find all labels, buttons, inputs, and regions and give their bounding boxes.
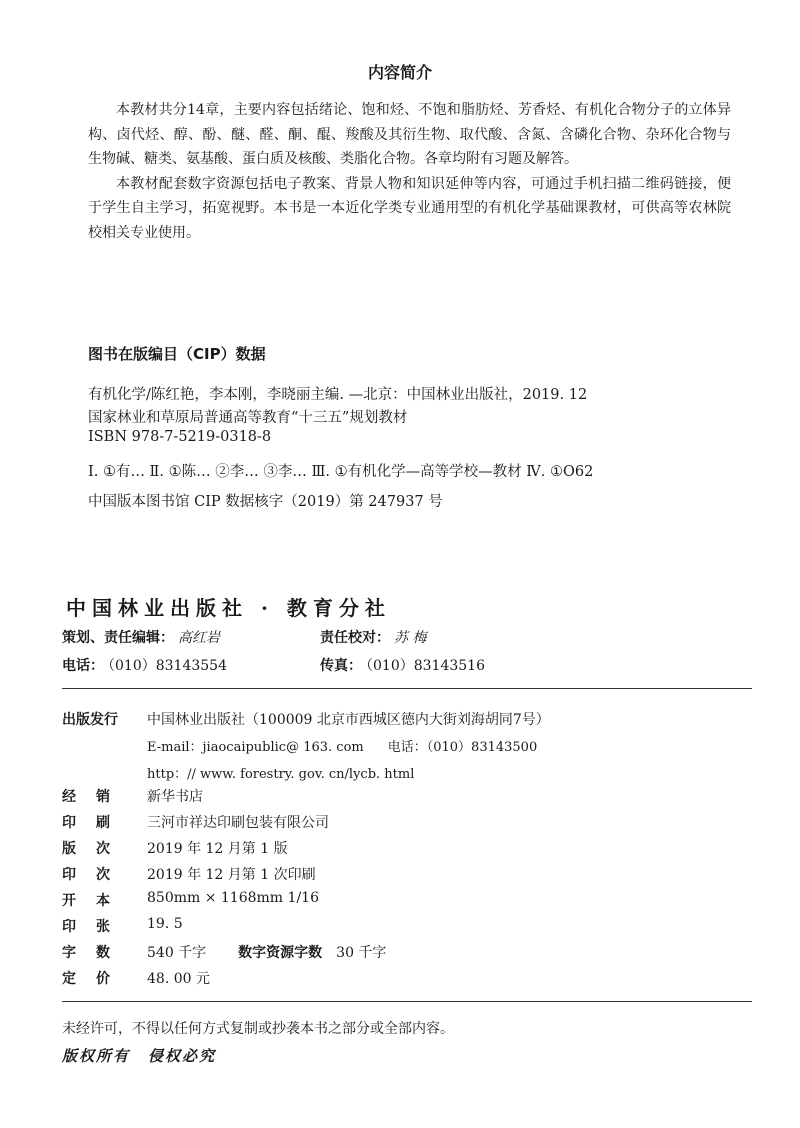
row-value-price: 48. 00 元 [147, 971, 210, 987]
proof-name: 苏 梅 [394, 630, 427, 646]
row-value-sheets: 19. 5 [147, 916, 183, 932]
divider-bottom [62, 1001, 752, 1002]
fax-number: （010）83143516 [366, 658, 485, 674]
row-label-format: 开本 [62, 893, 130, 909]
distribution-label: 出版发行 [62, 712, 118, 728]
rights-reserved [62, 1045, 216, 1066]
publisher-name: 中国林业出版社 · 教育分社 [66, 596, 391, 620]
cip-line-3: ISBN 978-7-5219-0318-8 [88, 429, 272, 445]
row-label-words: 字数 [62, 945, 130, 961]
row-value-printer: 三河市祥达印刷包装有限公司 [147, 815, 329, 831]
intro-paragraph-2: 本教材配套数字资源包括电子教案、背景人物和知识延伸等内容，可通过手机扫描二维码链接，便于学生自主学习，拓宽视野。本书是一本近化学类专业通用型的有机化学基础课教材，可供高等农林院校相关专业使用。 [88, 175, 731, 241]
cip-heading: 图书在版编目（CIP）数据 [88, 345, 266, 363]
row-value-impression: 2019 年 12 月第 1 次印刷 [147, 867, 316, 883]
publisher-phone [62, 655, 227, 675]
fax-label: 传真： [320, 658, 362, 674]
row-value-edition: 2019 年 12 月第 1 版 [147, 841, 288, 857]
rights-text-2: 侵权必究 [148, 1047, 217, 1065]
planner-editor [62, 627, 220, 647]
email-line [147, 736, 537, 755]
copyright-notice: 未经许可，不得以任何方式复制或抄袭本书之部分或全部内容。 [62, 1021, 454, 1037]
row-label-distributor: 经销 [62, 789, 130, 805]
website-value: http：// www. forestry. gov. cn/lycb. html [147, 767, 415, 782]
intro-title: 内容简介 [367, 63, 432, 82]
proof-label: 责任校对： [320, 630, 390, 646]
words-value: 540 千字 [147, 945, 207, 961]
row-value-format: 850mm × 1168mm 1/16 [147, 890, 319, 906]
distribution-value: 中国林业出版社（100009 北京市西城区德内大街刘海胡同7号） [147, 712, 550, 728]
row-label-printer: 印刷 [62, 815, 130, 831]
email-value: E-mail：jiaocaipublic@ 163. com [147, 740, 364, 755]
digital-words-value: 30 千字 [336, 945, 387, 961]
proofreader [320, 627, 426, 647]
cip-line-5: 中国版本图书馆 CIP 数据核字（2019）第 247937 号 [88, 494, 443, 510]
cip-line-2: 国家林业和草原局普通高等教育“十三五”规划教材 [88, 410, 408, 426]
row-label-impression: 印次 [62, 867, 130, 883]
cip-line-4: Ⅰ. ①有… Ⅱ. ①陈… ②李… ③李… Ⅲ. ①有机化学—高等学校—教材 Ⅳ. ①O62 [88, 464, 594, 480]
row-value-distributor: 新华书店 [147, 789, 203, 805]
cip-line-1: 有机化学/陈红艳，李本刚，李晓丽主编. —北京：中国林业出版社，2019. 12 [88, 387, 588, 403]
phone-label: 电话： [62, 658, 104, 674]
planner-name: 高红岩 [178, 630, 220, 646]
intro-text [88, 98, 731, 245]
planner-label: 策划、责任编辑： [62, 630, 174, 646]
row-label-edition: 版次 [62, 841, 130, 857]
phone-number: （010）83143554 [108, 658, 227, 674]
row-label-sheets: 印张 [62, 919, 130, 935]
rights-text-1: 版权所有 [62, 1047, 131, 1065]
row-label-price: 定价 [62, 971, 130, 987]
row-value-words [147, 942, 386, 962]
digital-words-label: 数字资源字数 [238, 945, 323, 961]
intro-paragraph-1: 本教材共分14章，主要内容包括绪论、饱和烃、不饱和脂肪烃、芳香烃、有机化合物分子的立体异构、卤代烃、醇、酚、醚、醛、酮、醌、羧酸及其衍生物、取代酸、含氮、含磷化合物、杂环化合物与生物碱、糖类、氨基酸、蛋白质及核酸、类脂化合物。各章均附有习题及解答。 [88, 102, 731, 167]
divider-top [62, 688, 752, 689]
email-phone-value: 电话：（010）83143500 [387, 740, 538, 755]
publisher-fax [320, 655, 485, 675]
